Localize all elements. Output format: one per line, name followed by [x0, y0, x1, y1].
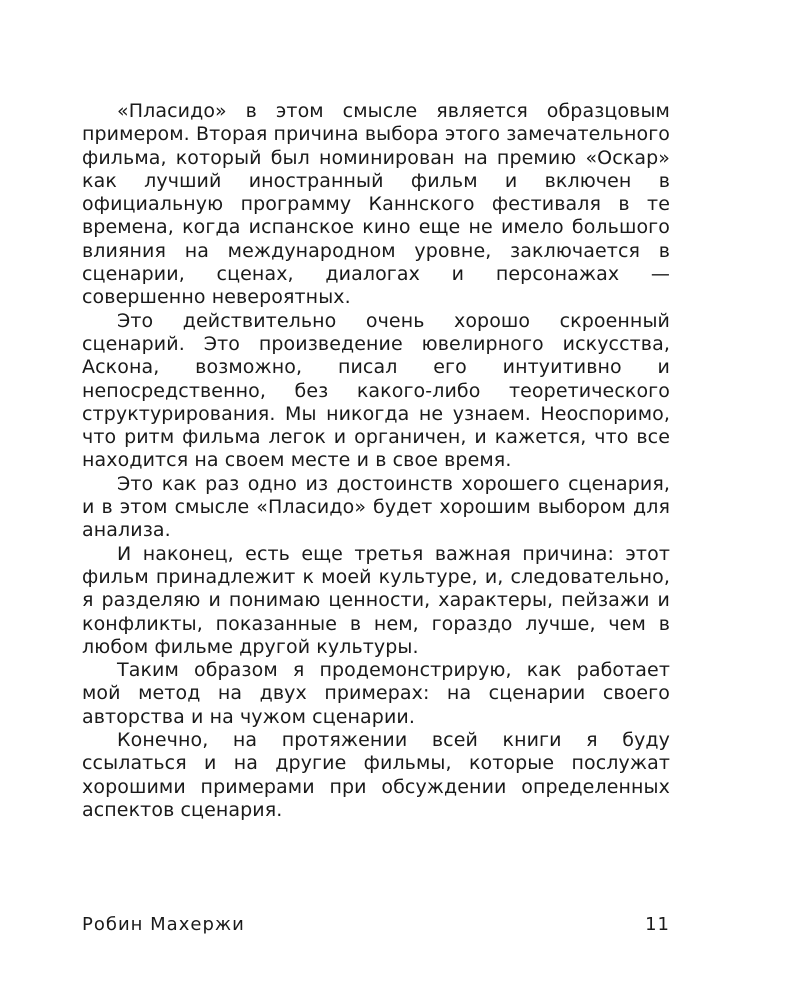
paragraph-2: Это действительно очень хорошо скроенный сценарий. Это произведение ювелирного искусства, Аскона, возможно, писал его интуитивно и непосредственно, без какого-либо теоретического структурирования. Мы никогда не узнаем. Неоспоримо, что ритм фильма легок и органичен, и кажется, что все находится на своем месте и в свое время. — [82, 309, 670, 472]
paragraph-4: И наконец, есть еще третья важная причина: этот фильм принадлежит к моей культуре, и, следовательно, я разделяю и понимаю ценности, характеры, пейзажи и конфликты, показанные в нем, гораздо лучше, чем в любом фильме другой культуры. — [82, 542, 670, 658]
footer-author: Робин Махержи — [82, 914, 245, 935]
body-text — [82, 100, 670, 822]
paragraph-1: «Пласидо» в этом смысле является образцовым примером. Вторая причина выбора этого замечательного фильма, который был номинирован на премию «Оскар» как лучший иностранный фильм и включен в официальную программу Каннского фестиваля в те времена, когда испанское кино еще не имело большого влияния на международном уровне, заключается в сценарии, сценах, диалогах и персонажах — совершенно невероятных. — [82, 100, 671, 309]
paragraph-6: Конечно, на протяжении всей книги я буду ссылаться и на другие фильмы, которые послужат хорошими примерами при обсуждении определенных аспектов сценария. — [82, 729, 670, 821]
page-footer — [82, 914, 670, 940]
page-number: 11 — [645, 914, 670, 935]
paragraph-3: Это как раз одно из достоинств хорошего сценария, и в этом смысле «Пласидо» будет хорошим выбором для анализа. — [82, 472, 670, 542]
paragraph-5: Таким образом я продемонстрирую, как работает мой метод на двух примерах: на сценарии своего авторства и на чужом сценарии. — [82, 659, 670, 728]
